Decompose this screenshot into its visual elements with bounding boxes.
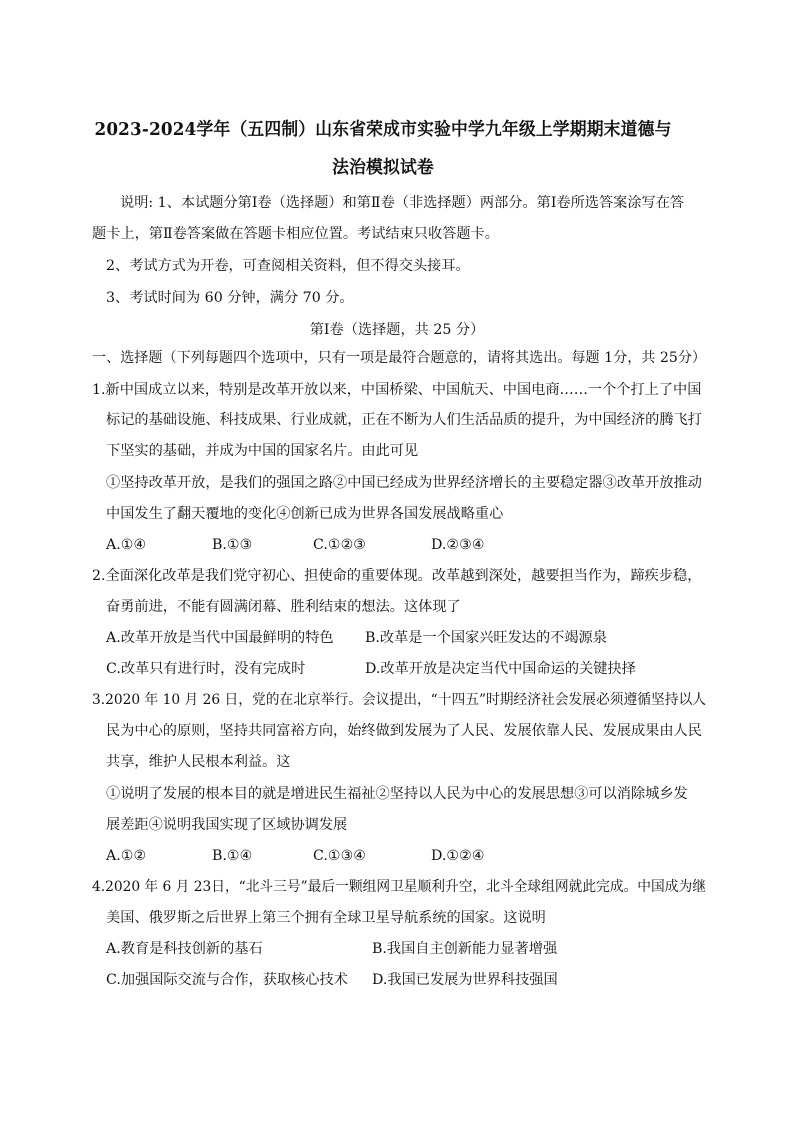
question-4-option-d: D.我国已发展为世界科技强国: [372, 972, 558, 988]
question-3-line1: 3.2020 年 10 月 26 日，党的在北京举行。会议提出，“十四五”时期经济社会发展必须遵循坚持以人: [92, 692, 706, 708]
question-3-option-a: A.①②: [106, 848, 147, 864]
instructions-line1: 说明: 1、本试题分第Ⅰ卷（选择题）和第Ⅱ卷（非选择题）两部分。第Ⅰ卷所选答案涂写在答: [120, 195, 685, 211]
question-2-option-d: D.改革开放是决定当代中国命运的关键抉择: [365, 661, 636, 677]
instructions-line3: 2、考试方式为开卷，可查阅相关资料，但不得交头接耳。: [106, 258, 470, 274]
question-3-option-d: D.①②④: [431, 848, 485, 864]
question-1-line2: 标记的基础设施、科技成果、行业成就，正在不断为人们生活品质的提升，为中国经济的腾飞打: [106, 412, 702, 428]
exam-title-line2: 法治模拟试卷: [332, 158, 434, 178]
question-1-line1: 1.新中国成立以来，特别是改革开放以来，中国桥梁、中国航天、中国电商……一个个打上了中国: [92, 382, 702, 398]
question-3-line2: 民为中心的原则，坚持共同富裕方向，始终做到发展为了人民、发展依靠人民、发展成果由人民: [106, 723, 702, 739]
question-1-line4: ①坚持改革开放，是我们的强国之路②中国已经成为世界经济增长的主要稳定器③改革开放推动: [106, 475, 702, 491]
question-1-line5: 中国发生了翻天覆地的变化④创新已成为世界各国发展战略重心: [106, 506, 504, 522]
question-1-option-b: B.①③: [212, 537, 253, 553]
instructions-line2: 题卡上，第Ⅱ卷答案做在答题卡相应位置。考试结束只收答题卡。: [92, 226, 499, 242]
section-title: 第Ⅰ卷（选择题，共 25 分）: [309, 322, 485, 338]
question-4-option-b: B.我国自主创新能力显著增强: [372, 941, 558, 957]
question-3-line4: ①说明了发展的根本目的就是增进民生福祉②坚持以人民为中心的发展思想③可以消除城乡发: [106, 786, 688, 802]
question-2-line1: 2.全面深化改革是我们党守初心、担使命的重要体现。改革越到深处，越要担当作为，蹄疾步稳，: [92, 568, 702, 584]
question-2-option-c: C.改革只有进行时，没有完成时: [106, 661, 306, 677]
instructions-line4: 3、考试时间为 60 分钟，满分 70 分。: [106, 290, 354, 306]
question-4-option-c: C.加强国际交流与合作，获取核心技术: [106, 972, 348, 988]
exam-title-line1: 2023-2024学年（五四制）山东省荣成市实验中学九年级上学期期末道德与: [94, 120, 672, 140]
question-2-option-b: B.改革是一个国家兴旺发达的不竭源泉: [365, 630, 607, 646]
question-3-line5: 展差距④说明我国实现了区域协调发展: [106, 817, 348, 833]
question-1-option-c: C.①②③: [313, 537, 367, 553]
question-4-option-a: A.教育是科技创新的基石: [106, 941, 263, 957]
question-1-option-a: A.①④: [106, 537, 147, 553]
question-1-option-d: D.②③④: [431, 537, 485, 553]
question-2-option-a: A.改革开放是当代中国最鲜明的特色: [106, 630, 334, 646]
question-4-line1: 4.2020 年 6 月 23日，“北斗三号”最后一颗组网卫星顺利升空，北斗全球组网就此完成。中国成为继: [92, 879, 706, 895]
question-3-line3: 共享，维护人民根本利益。这: [106, 754, 291, 770]
part-heading: 一、选择题（下列每题四个选项中，只有一项是最符合题意的，请将其选出。每题 1分，共 25分）: [92, 350, 707, 366]
question-2-line2: 奋勇前进，不能有圆满闭幕、胜利结束的想法。这体现了: [106, 599, 461, 615]
question-3-option-c: C.①③④: [313, 848, 367, 864]
question-3-option-b: B.①④: [212, 848, 253, 864]
question-4-line2: 美国、俄罗斯之后世界上第三个拥有全球卫星导航系统的国家。这说明: [106, 910, 546, 926]
question-1-line3: 下坚实的基础，并成为中国的国家名片。由此可见: [106, 443, 419, 459]
